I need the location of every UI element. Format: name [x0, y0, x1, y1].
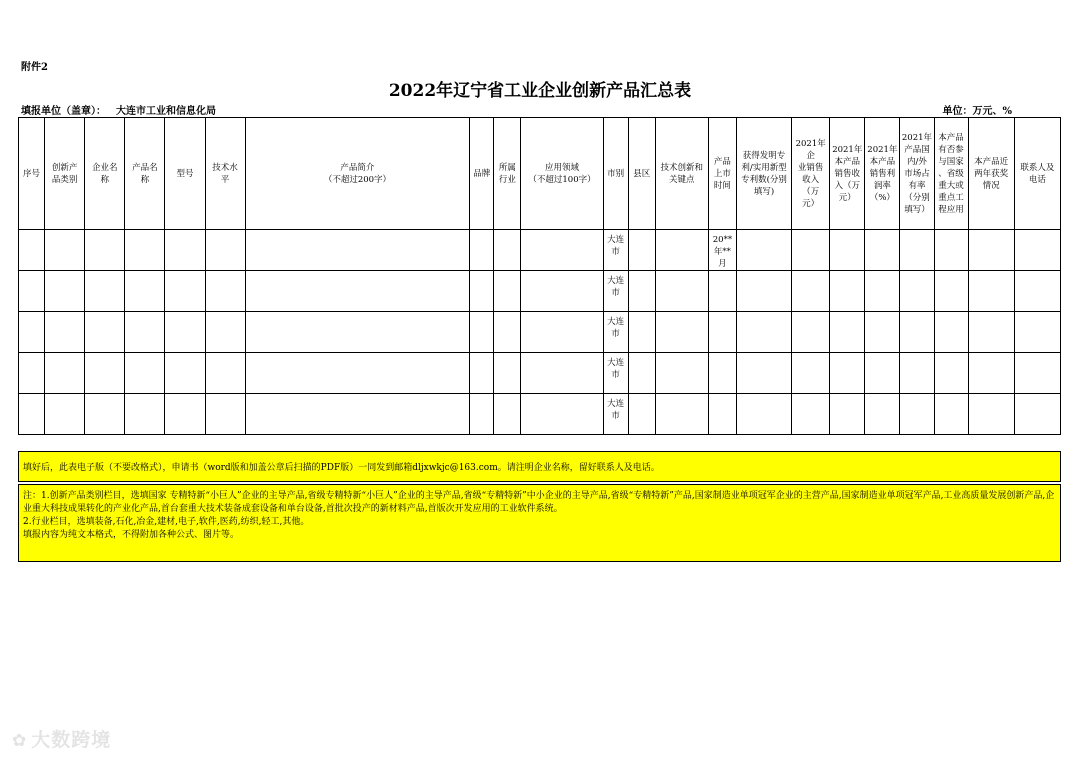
- table-cell[interactable]: [45, 353, 85, 394]
- table-cell[interactable]: [205, 394, 245, 435]
- column-header-label: 技术水 平: [212, 162, 238, 185]
- table-cell[interactable]: [1014, 271, 1060, 312]
- table-cell[interactable]: [19, 353, 45, 394]
- table-cell[interactable]: [830, 312, 865, 353]
- table-cell[interactable]: [900, 230, 934, 271]
- filing-unit: [21, 102, 216, 117]
- note-2: 2.行业栏目，选填装备,石化,冶金,建材,电子,软件,医药,纺织,轻工,其他。: [23, 517, 310, 527]
- table-cell[interactable]: [628, 394, 655, 435]
- column-header-label: 所属 行业: [498, 162, 516, 185]
- submission-notice-text: 填好后，此表电子版（不要改格式），申请书（word版和加盖公章后扫描的PDF版）一同发到邮箱dljxwkjc@163.com。请注明企业名称，留好联系人及电话。: [23, 463, 660, 473]
- table-cell[interactable]: [934, 353, 968, 394]
- column-header-label: 本产品 有否参 与国家 、省级 重大或 重点工 程应用: [938, 132, 964, 215]
- launch-time-cell[interactable]: [708, 230, 736, 271]
- table-cell[interactable]: [494, 394, 521, 435]
- note-3: 填报内容为纯文本格式，不得附加各种公式、图片等。: [23, 530, 240, 540]
- table-cell[interactable]: [125, 353, 165, 394]
- table-cell[interactable]: [628, 271, 655, 312]
- note-1: 注：1.创新产品类别栏目，选填国家 专精特新“小巨人”企业的主导产品,省级专精特新“小巨人”企业的主导产品,省级“专精特新”中小企业的主导产品,省级“专精特新”产品,国家制造业单项冠军企业的主营产品,国家制造业单项冠军产品,工业高质量发展创新产品,企业重大科技成果转化的产业化产品,首台套重大技术装备成套设备和单台设备,首批次投产的新材料产品,首版次开发应用的工业软件系统。: [23, 491, 1055, 514]
- table-cell[interactable]: [205, 353, 245, 394]
- table-cell[interactable]: [628, 312, 655, 353]
- table-row: [19, 353, 1061, 394]
- column-header: [830, 118, 865, 230]
- table-cell[interactable]: [205, 312, 245, 353]
- table-cell[interactable]: [245, 312, 470, 353]
- city-value: 大连 市: [607, 317, 625, 339]
- column-header: [45, 118, 85, 230]
- table-cell[interactable]: [45, 230, 85, 271]
- table-cell[interactable]: [968, 394, 1014, 435]
- table-cell[interactable]: [934, 271, 968, 312]
- table-cell[interactable]: [470, 230, 494, 271]
- table-cell[interactable]: [165, 271, 205, 312]
- column-header-label: 本产品近 两年获奖 情况: [974, 156, 1009, 191]
- table-cell[interactable]: [968, 312, 1014, 353]
- table-cell[interactable]: [521, 230, 603, 271]
- column-header: [521, 118, 603, 230]
- launch-time-cell[interactable]: [708, 353, 736, 394]
- table-cell[interactable]: [736, 230, 791, 271]
- watermark: [12, 725, 111, 752]
- column-header-label: 2021年 产品国 内/外 市场占 有率 （分别 填写）: [901, 132, 933, 215]
- column-header: [19, 118, 45, 230]
- column-header: [494, 118, 521, 230]
- column-header-label: 市别: [607, 168, 625, 179]
- table-cell[interactable]: [1014, 394, 1060, 435]
- table-cell[interactable]: [165, 394, 205, 435]
- notes-box: [18, 484, 1061, 562]
- table-row: [19, 230, 1061, 271]
- column-header-label: 联系人及 电话: [1020, 162, 1055, 185]
- table-cell[interactable]: [900, 353, 934, 394]
- table-cell[interactable]: [830, 394, 865, 435]
- table-cell[interactable]: [165, 312, 205, 353]
- gear-logo-icon: ✿: [12, 731, 28, 751]
- table-cell[interactable]: [655, 271, 708, 312]
- city-cell[interactable]: [603, 271, 628, 312]
- table-cell[interactable]: [494, 312, 521, 353]
- table-cell[interactable]: [521, 271, 603, 312]
- table-cell[interactable]: [830, 353, 865, 394]
- table-cell[interactable]: [245, 271, 470, 312]
- table-cell[interactable]: [865, 353, 900, 394]
- table-row: [19, 312, 1061, 353]
- table-cell[interactable]: [900, 312, 934, 353]
- table-cell[interactable]: [830, 230, 865, 271]
- city-value: 大连 市: [607, 235, 625, 257]
- table-cell[interactable]: [628, 230, 655, 271]
- table-cell[interactable]: [655, 230, 708, 271]
- column-header-label: 企业名 称: [91, 162, 118, 185]
- table-cell[interactable]: [85, 271, 125, 312]
- city-value: 大连 市: [607, 276, 625, 298]
- column-header-label: 品牌: [473, 168, 491, 179]
- column-header-label: 产品 上市 时间: [713, 156, 731, 191]
- column-header: [603, 118, 628, 230]
- column-header: [628, 118, 655, 230]
- city-cell[interactable]: [603, 353, 628, 394]
- table-cell[interactable]: [521, 353, 603, 394]
- table-cell[interactable]: [19, 394, 45, 435]
- page-title: 2022年辽宁省工业企业创新产品汇总表: [388, 81, 692, 101]
- table-cell[interactable]: [19, 271, 45, 312]
- table-cell[interactable]: [900, 394, 934, 435]
- column-header: [655, 118, 708, 230]
- column-header-label: 技术创新和 关键点: [660, 162, 704, 185]
- launch-time-cell[interactable]: [708, 271, 736, 312]
- column-header-label: 型号: [176, 168, 194, 179]
- table-cell[interactable]: [494, 271, 521, 312]
- column-header: [245, 118, 470, 230]
- column-header-label: 序号: [23, 168, 41, 179]
- table-cell[interactable]: [968, 353, 1014, 394]
- table-cell[interactable]: [125, 394, 165, 435]
- table-cell[interactable]: [521, 312, 603, 353]
- table-cell[interactable]: [792, 312, 830, 353]
- table-cell[interactable]: [792, 230, 830, 271]
- table-cell[interactable]: [85, 230, 125, 271]
- filing-unit-label: 填报单位（盖章）：: [21, 106, 106, 117]
- table-cell[interactable]: [245, 394, 470, 435]
- table-cell[interactable]: [494, 353, 521, 394]
- table-cell[interactable]: [736, 394, 791, 435]
- table-cell[interactable]: [125, 230, 165, 271]
- table-cell[interactable]: [865, 230, 900, 271]
- column-header-label: 2021年 本产品 销售利 润率 （%）: [867, 144, 898, 203]
- column-header: [736, 118, 791, 230]
- summary-table: [18, 117, 1061, 435]
- column-header-label: 2021年 本产品 销售收 入（万 元）: [832, 144, 863, 203]
- launch-time-value: 20** 年** 月: [712, 235, 733, 269]
- city-value: 大连 市: [607, 399, 625, 421]
- table-row: [19, 394, 1061, 435]
- column-header: [968, 118, 1014, 230]
- column-header-label: 获得发明专 利/实用新型 专利数(分别 填写): [741, 150, 787, 197]
- table-cell[interactable]: [968, 230, 1014, 271]
- table-cell[interactable]: [736, 353, 791, 394]
- table-cell[interactable]: [934, 394, 968, 435]
- column-header: [865, 118, 900, 230]
- table-cell[interactable]: [934, 312, 968, 353]
- table-cell[interactable]: [655, 394, 708, 435]
- table-cell[interactable]: [45, 394, 85, 435]
- column-header: [85, 118, 125, 230]
- attachment-label: 附件2: [21, 62, 48, 73]
- table-cell[interactable]: [968, 271, 1014, 312]
- table-cell[interactable]: [85, 312, 125, 353]
- table-cell[interactable]: [655, 353, 708, 394]
- table-cell[interactable]: [125, 312, 165, 353]
- column-header-label: 县区: [633, 168, 651, 179]
- table-cell[interactable]: [245, 230, 470, 271]
- submission-notice: [18, 451, 1061, 482]
- table-cell[interactable]: [470, 312, 494, 353]
- table-cell[interactable]: [45, 271, 85, 312]
- table-cell[interactable]: [494, 230, 521, 271]
- table-cell[interactable]: [865, 394, 900, 435]
- table-cell[interactable]: [521, 394, 603, 435]
- column-header: [205, 118, 245, 230]
- table-cell[interactable]: [934, 230, 968, 271]
- table-cell[interactable]: [792, 353, 830, 394]
- city-cell[interactable]: [603, 394, 628, 435]
- table-cell[interactable]: [205, 230, 245, 271]
- column-header: [900, 118, 934, 230]
- table-cell[interactable]: [830, 271, 865, 312]
- table-cell[interactable]: [1014, 353, 1060, 394]
- column-header-label: 创新产 品类别: [51, 162, 78, 185]
- city-cell[interactable]: [603, 312, 628, 353]
- table-cell[interactable]: [865, 312, 900, 353]
- table-cell[interactable]: [900, 271, 934, 312]
- column-header: [708, 118, 736, 230]
- table-cell[interactable]: [792, 271, 830, 312]
- table-cell[interactable]: [470, 394, 494, 435]
- table-cell[interactable]: [85, 353, 125, 394]
- table-cell[interactable]: [85, 394, 125, 435]
- table-cell[interactable]: [19, 230, 45, 271]
- table-cell[interactable]: [736, 312, 791, 353]
- watermark-text: 大数跨境: [31, 729, 112, 751]
- table-cell[interactable]: [1014, 230, 1060, 271]
- column-header: [1014, 118, 1060, 230]
- table-cell[interactable]: [165, 353, 205, 394]
- table-cell[interactable]: [125, 271, 165, 312]
- column-header-label: 2021年企 业销售 收入 （万 元）: [795, 138, 826, 209]
- table-cell[interactable]: [205, 271, 245, 312]
- table-cell[interactable]: [45, 312, 85, 353]
- column-header: [792, 118, 830, 230]
- column-header: [934, 118, 968, 230]
- table-cell[interactable]: [1014, 312, 1060, 353]
- table-cell[interactable]: [470, 353, 494, 394]
- table-cell[interactable]: [470, 271, 494, 312]
- table-cell[interactable]: [792, 394, 830, 435]
- table-cell[interactable]: [245, 353, 470, 394]
- table-cell[interactable]: [736, 271, 791, 312]
- table-cell[interactable]: [165, 230, 205, 271]
- table-cell[interactable]: [628, 353, 655, 394]
- column-header-label: 应用领域 （不超过100字）: [528, 162, 596, 185]
- launch-time-cell[interactable]: [708, 312, 736, 353]
- column-header: [470, 118, 494, 230]
- column-header: [165, 118, 205, 230]
- header-row: [19, 118, 1061, 230]
- city-cell[interactable]: [603, 230, 628, 271]
- table-cell[interactable]: [655, 312, 708, 353]
- column-header-label: 产品名 称: [132, 162, 158, 185]
- launch-time-cell[interactable]: [708, 394, 736, 435]
- column-header-label: 产品简介 （不超过200字）: [323, 162, 392, 185]
- city-value: 大连 市: [607, 358, 625, 380]
- table-cell[interactable]: [865, 271, 900, 312]
- table-row: [19, 271, 1061, 312]
- table-cell[interactable]: [19, 312, 45, 353]
- unit-note: 单位：万元、%: [942, 106, 1012, 117]
- column-header: [125, 118, 165, 230]
- filing-unit-org: 大连市工业和信息化局: [116, 106, 216, 117]
